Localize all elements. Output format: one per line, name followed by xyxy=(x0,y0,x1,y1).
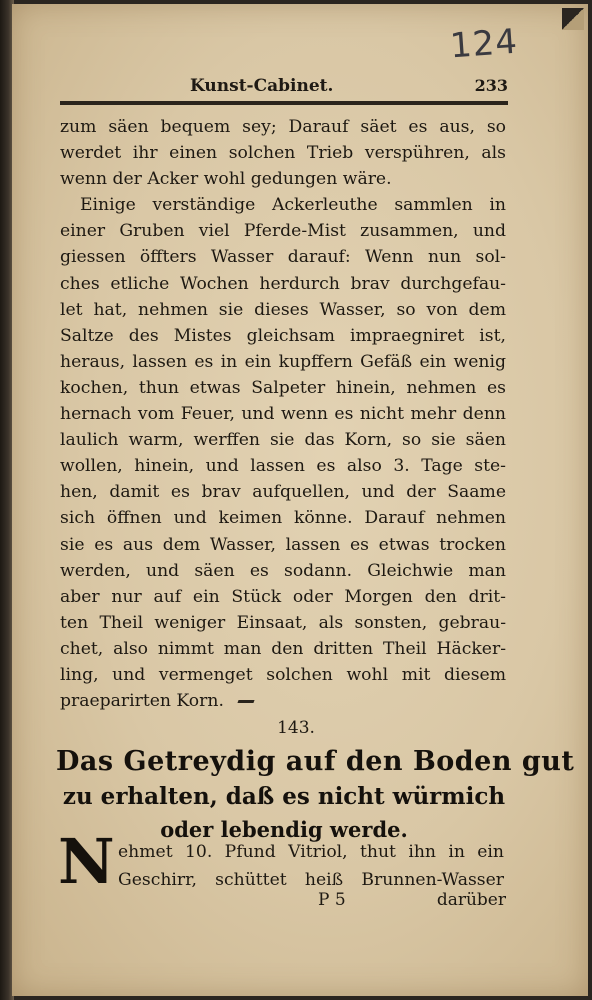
handwritten-folio-number: 124 xyxy=(448,21,520,67)
text-line: giessen öffters Wasser darauf: Wenn nun sol- xyxy=(60,247,506,268)
text-line: werdet ihr einen solchen Trieb verspühren, als xyxy=(60,143,506,164)
text-line: ehmet 10. Pfund Vitriol, thut ihn in ein xyxy=(118,842,504,862)
text-line: zum säen bequem sey; Darauf säet es aus, so xyxy=(60,117,506,137)
text-line: laulich warm, werffen sie das Korn, so sie säen xyxy=(60,430,506,451)
page-number: 233 xyxy=(474,76,508,95)
text-line: wenn der Acker wohl gedungen wäre. xyxy=(60,169,392,190)
header-rule xyxy=(60,101,508,105)
text-line-text: praeparirten Korn. xyxy=(60,691,224,712)
text-line: werden, und säen es sodann. Gleichwie man xyxy=(60,560,506,581)
text-line: aber nur auf ein Stück oder Morgen den drit- xyxy=(60,586,506,607)
page-header xyxy=(60,76,508,102)
catchword: darüber xyxy=(436,890,506,910)
text-line: wollen, hinein, und lassen es also 3. Tage ste- xyxy=(60,456,506,477)
text-line: Saltze des Mistes gleichsam impraegniret ist, xyxy=(60,325,506,346)
section-heading xyxy=(56,744,575,846)
text-line: chet, also nimmt man den dritten Theil Häcker- xyxy=(60,638,506,659)
text-line: sie es aus dem Wasser, lassen es etwas trocken xyxy=(60,534,506,555)
text-line: ten Theil weniger Einsaat, als sonsten, gebrau- xyxy=(60,612,506,633)
text-line: hen, damit es brav aufquellen, und der Saame xyxy=(60,482,506,503)
signature-mark: P 5 xyxy=(318,890,346,910)
page-footer xyxy=(60,890,506,916)
text-line: let hat, nehmen sie dieses Wasser, so von dem xyxy=(60,299,506,320)
page-corner xyxy=(562,8,584,30)
text-line: heraus, lassen es in ein kupffern Gefäß ein wenig xyxy=(60,351,506,372)
drop-cap: N xyxy=(58,825,115,898)
recipe-paragraph xyxy=(118,838,504,894)
text-line: kochen, thun etwas Salpeter hinein, nehmen es xyxy=(60,377,506,398)
text-line: sich öffnen und keimen könne. Darauf nehmen xyxy=(60,508,506,529)
text-line: einer Gruben viel Pferde-Mist zusammen, und xyxy=(60,221,506,242)
body-text xyxy=(60,114,506,714)
text-line: Einige verständige Ackerleuthe sammlen in xyxy=(80,195,506,216)
heading-line-1: Das Getreydig auf den Boden gut xyxy=(56,746,575,777)
running-head: Kunst-Cabinet. xyxy=(190,76,334,96)
heading-line-2: zu erhalten, daß es nicht würmich xyxy=(62,783,506,810)
text-line: ling, und vermenget solchen wohl mit diesem xyxy=(60,664,506,685)
section-number: 143. xyxy=(277,718,315,738)
end-ornament xyxy=(237,700,254,703)
text-line: hernach vom Feuer, und wenn es nicht mehr denn xyxy=(60,404,506,425)
heading-line-3: oder lebendig werde. xyxy=(160,817,408,842)
text-line: Geschirr, schüttet heiß Brunnen-Wasser xyxy=(118,870,504,890)
text-line-last xyxy=(60,688,506,714)
text-line: ches etliche Wochen herdurch brav durchgefau- xyxy=(60,273,506,294)
